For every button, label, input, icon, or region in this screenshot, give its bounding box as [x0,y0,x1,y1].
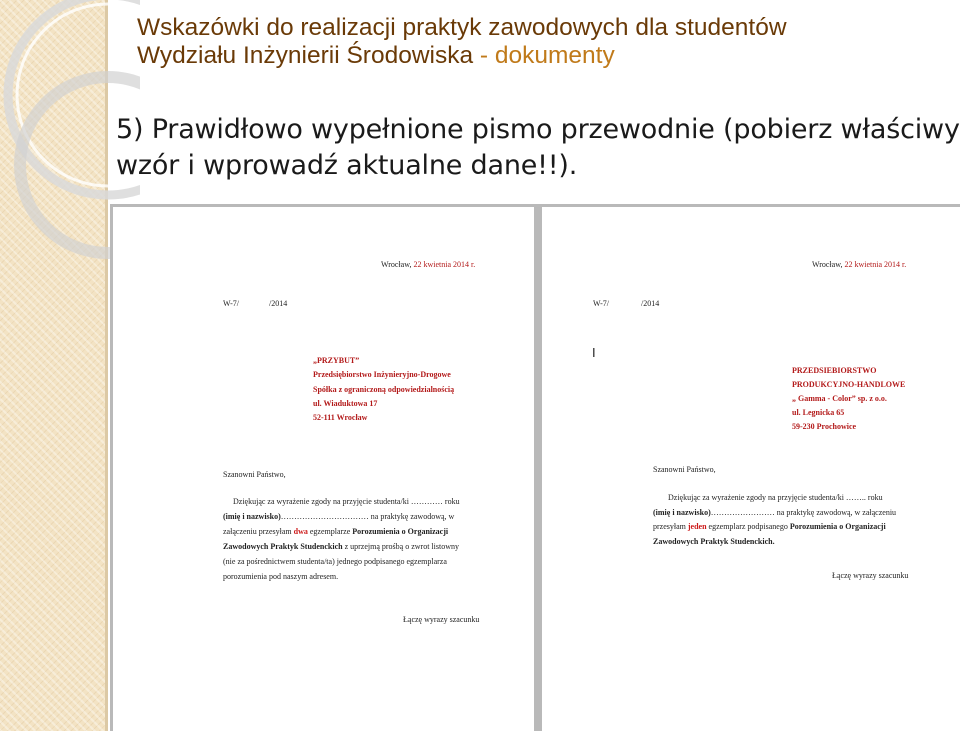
letter-right-date-city: Wrocław, [812,260,843,269]
letter-right-addr4: ul. Legnicka 65 [792,408,845,417]
slide-body-line2: wzór i wprowadź aktualne dane!!). [116,150,578,181]
letter-right-addr1: PRZEDSIEBIORSTWO [792,366,877,375]
letter-left-body4-a: Zawodowych Praktyk Studenckich [223,542,343,551]
letter-right-addr2: PRODUKCYJNO-HANDLOWE [792,380,906,389]
letter-right-date [812,259,906,270]
letter-right-page [542,207,960,731]
letter-left-body6: porozumienia pod naszym adresem. [223,572,339,581]
slide-title-line2 [137,42,787,70]
letter-right-ref [593,298,659,309]
letter-left-body1: Dziękując za wyrażenie zgody na przyjęcie studenta/ki ………… roku [233,497,460,506]
slide-title-line1: Wskazówki do realizacji praktyk zawodowych dla studentów [137,14,787,41]
slide-body-line1: 5) Prawidłowo wypełnione pismo przewodnie (pobierz właściwy [116,114,960,145]
letter-left-addr3: Spółka z ograniczoną odpowiedzialnością [313,385,455,394]
letter-right-body3 [653,521,886,532]
letter-left-ref-year: /2014 [269,299,288,308]
slide-title [137,14,787,70]
letter-left-addr5: 52-111 Wrocław [313,413,368,422]
slide-title-line2-main: Wydziału Inżynierii Środowiska [137,42,474,69]
slide-title-line2-suffix: - dokumenty [473,42,615,69]
letter-right-text-cursor: I [592,345,596,360]
letter-left-body3-count: dwa [293,527,308,536]
letter-right-body3-count: jeden [687,522,707,531]
letter-left-frame [110,204,537,731]
slide-body [116,112,960,184]
letter-left-closing: Łączę wyrazy szacunku [403,615,480,624]
letter-left-date-city: Wrocław, [381,260,412,269]
letter-right-date-value: 22 kwietnia 2014 r. [844,260,907,269]
letter-right-closing: Łączę wyrazy szacunku [832,571,909,580]
letter-left-ref [223,298,287,309]
letter-right-body4: Zawodowych Praktyk Studenckich. [653,537,775,546]
letter-left-addr1: „PRZYBUT” [313,356,360,365]
letter-left-body2-rest: …………………………… na praktykę zawodową, w [280,512,455,521]
letter-left-page [113,207,534,731]
letter-right-addr3: „ Gamma - Color” sp. z o.o. [792,394,887,403]
letter-left-body2 [223,511,454,522]
letter-right-body3-a: przesyłam [653,522,686,531]
letter-right-body2-name: (imię i nazwisko) [653,508,711,517]
letter-right-body1: Dziękując za wyrażenie zgody na przyjęcie studenta/ki …….. roku [668,493,883,502]
letter-right-ref-prefix: W-7/ [593,299,609,308]
letter-right-salutation: Szanowni Państwo, [653,465,716,474]
letter-right-body2-rest: …………………… na praktykę zawodową, w załączeniu [710,508,897,517]
letter-left-body3-d: Porozumienia o Organizacji [352,527,449,536]
letter-left-date [381,259,475,270]
letter-right-addr5: 59-230 Prochowice [792,422,857,431]
letter-left-body2-name: (imię i nazwisko) [223,512,281,521]
letter-left-body4-b: z uprzejmą prośbą o zwrot listowny [344,542,459,551]
letter-left-body3-a: załączeniu przesyłam [223,527,292,536]
letter-left-body3-c: egzemplarze [309,527,351,536]
letter-left-addr2: Przedsiębiorstwo Inżynieryjno-Drogowe [313,370,451,379]
letter-right-body3-c: egzemplarz podpisanego [708,522,788,531]
letter-right-ref-year: /2014 [641,299,660,308]
letter-right-body3-d: Porozumienia o Organizacji [789,522,886,531]
letter-right-frame [537,204,960,731]
letter-left-addr4: ul. Wiaduktowa 17 [313,399,378,408]
letter-left-date-value: 22 kwietnia 2014 r. [413,260,476,269]
letter-left-body3 [223,526,448,537]
letter-left-body4 [223,541,459,552]
letter-left-ref-prefix: W-7/ [223,299,239,308]
letter-right-body2 [653,507,896,518]
letter-left-body5: (nie za pośrednictwem studenta/ta) jednego podpisanego egzemplarza [223,557,447,566]
letter-left-salutation: Szanowni Państwo, [223,470,286,479]
